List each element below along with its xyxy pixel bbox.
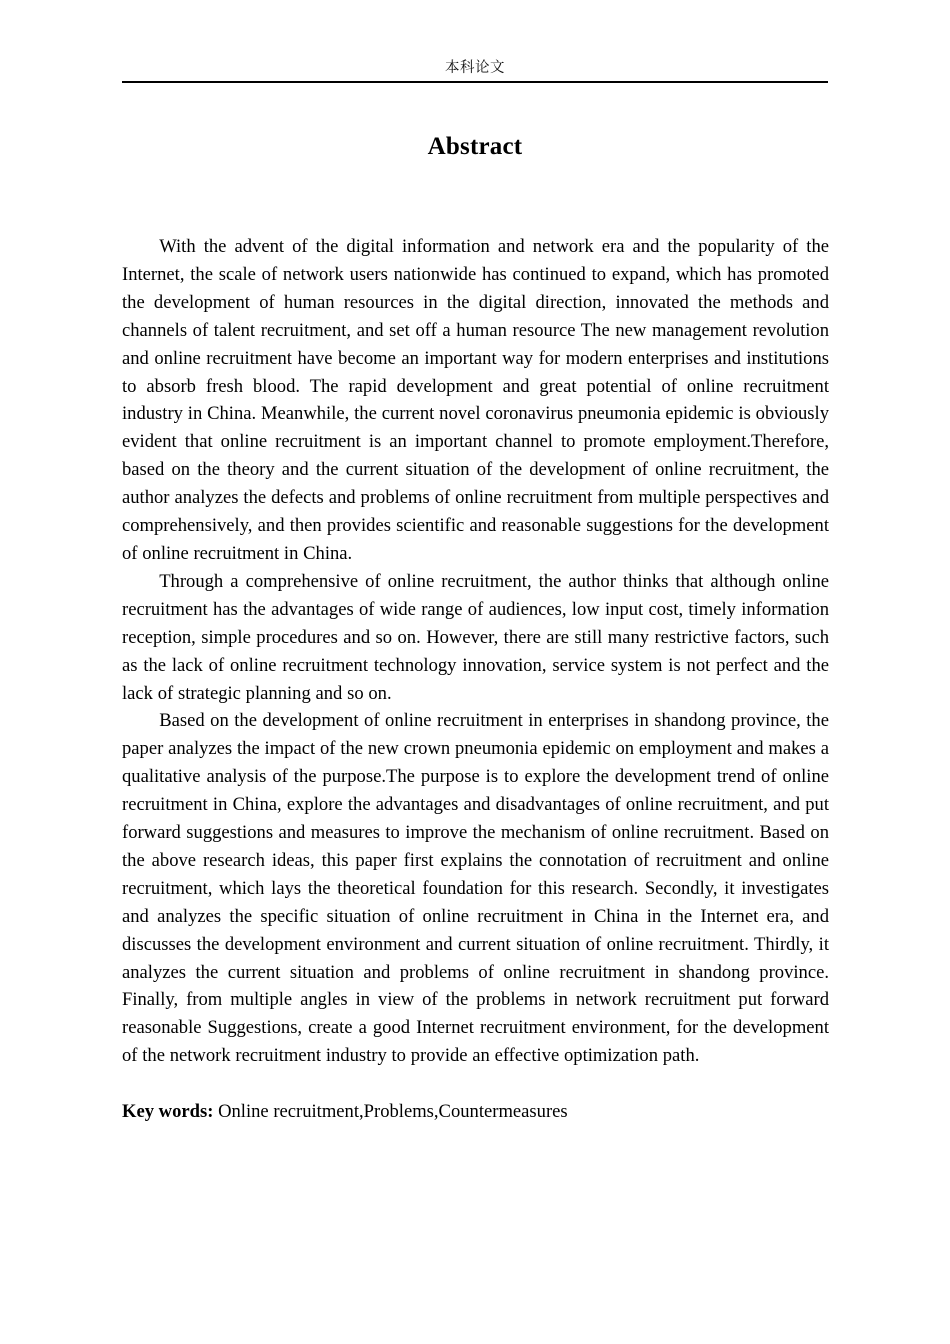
abstract-paragraph-3: Based on the development of online recruitment in enterprises in shandong province, the paper analyzes the impact of the new crown pneumonia epidemic on employment and makes a qualitative analysis of the purpose.The purpose is to explore the development trend of online recruitment in China, explore the advantages and disadvantages of online recruitment, and put forward suggestions and measures to improve the mechanism of online recruitment. Based on the above research ideas, this paper first explains the connotation of recruitment and online recruitment, which lays the theoretical foundation for this research. Secondly, it investigates and analyzes the specific situation of online recruitment in China in the Internet era, and discusses the development environment and current situation of online recruitment. Thirdly, it analyzes the current situation and problems of online recruitment in shandong province. Finally, from multiple angles in view of the problems in network recruitment put forward reasonable Suggestions, create a good Internet recruitment environment, for the development of the network recruitment industry to provide an effective optimization path. (122, 710, 829, 1067)
abstract-paragraph-2: Through a comprehensive of online recruitment, the author thinks that although online recruitment has the advantages of wide range of audiences, low input cost, timely information reception, simple procedures and so on. However, there are still many restrictive factors, such as the lack of online recruitment technology innovation, service system is not perfect and the lack of strategic planning and so on. (122, 570, 829, 704)
running-header-text: 本科论文 (445, 60, 505, 76)
abstract-paragraph-1: With the advent of the digital information and network era and the popularity of the Internet, the scale of network users nationwide has continued to expand, which has promoted the development of human resources in the digital direction, innovated the methods and channels of talent recruitment, and set off a human resource The new management revolution and online recruitment have become an important way for modern enterprises and institutions to absorb fresh blood. The rapid development and great potential of online recruitment industry in China. Meanwhile, the current novel coronavirus pneumonia epidemic is obviously evident that online recruitment is an important channel to promote employment.Therefore, based on the theory and the current situation of the development of online recruitment, the author analyzes the defects and problems of online recruitment from multiple perspectives and comprehensively, and then provides scientific and reasonable suggestions for the development of online recruitment in China. (122, 236, 829, 564)
keywords-line (122, 1098, 829, 1126)
running-header (122, 58, 828, 83)
header-divider (122, 81, 828, 83)
keywords-value: Online recruitment,Problems,Countermeasures (213, 1101, 568, 1123)
abstract-body (122, 233, 829, 1126)
page-title: Abstract (427, 133, 523, 160)
keywords-label: Key words: (122, 1101, 214, 1123)
